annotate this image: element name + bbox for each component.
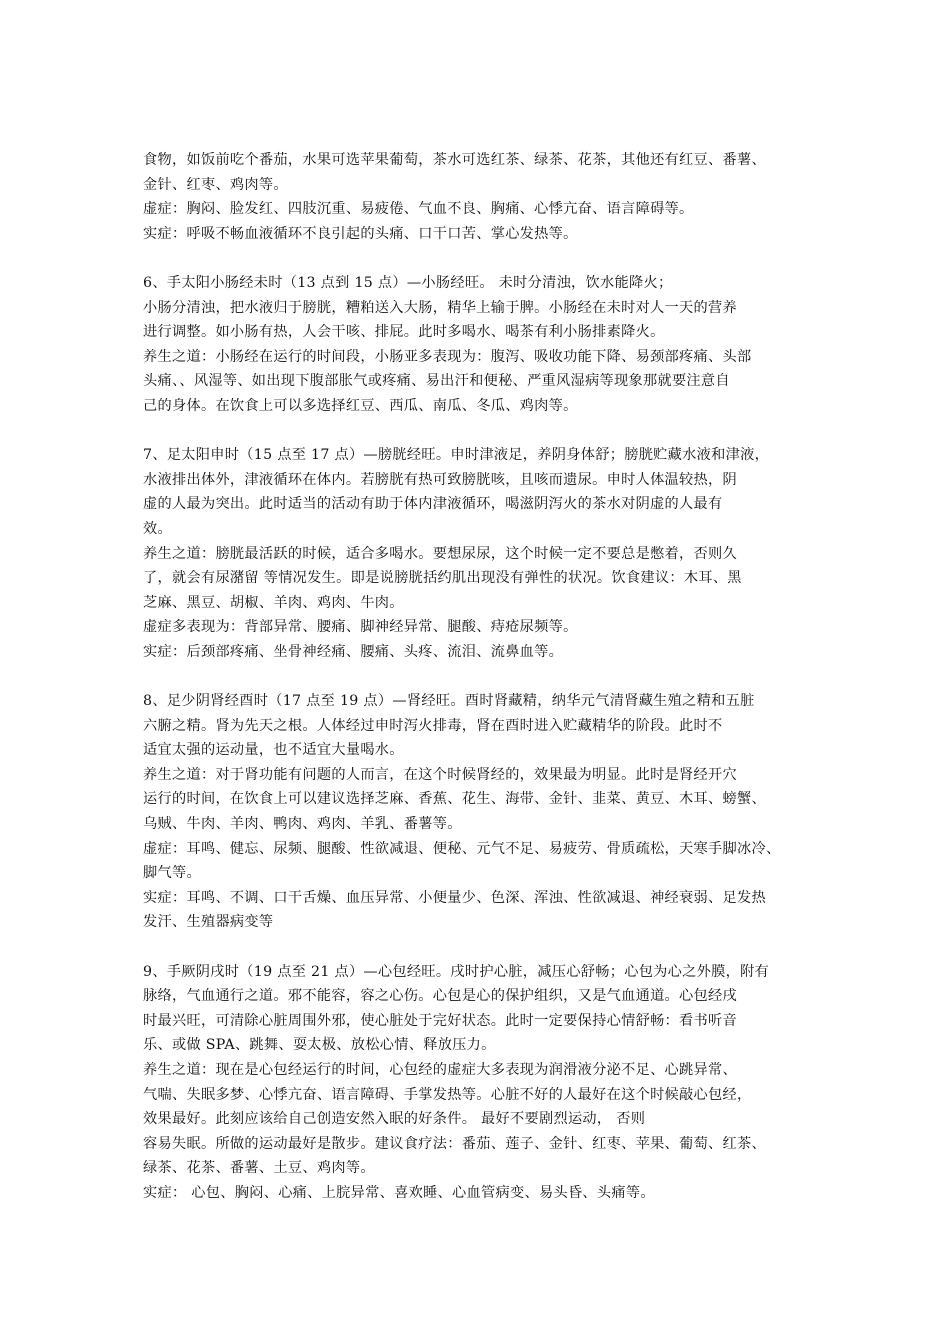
paragraph (143, 615, 813, 640)
paragraph (143, 345, 813, 419)
text-line: 虚症：耳鸣、健忘、尿频、腿酸、性欲减退、便秘、元气不足、易疲劳、骨质疏松，天寒手脚冰冷、 (143, 840, 781, 857)
paragraph-spacer (143, 419, 813, 444)
text-line: 虚症：胸闷、脸发红、四肢沉重、易疲倦、气血不良、胸痛、心悸亢奋、语言障碍等。 (143, 201, 694, 218)
text-line: 运行的时间，在饮食上可以建议选择芝麻、香蕉、花生、海带、金针、韭菜、黄豆、木耳、螃蟹、 (143, 791, 766, 808)
paragraph-spacer (143, 246, 813, 271)
paragraph (143, 443, 813, 541)
text-line: 己的身体。在饮食上可以多选择红豆、西瓜、南瓜、冬瓜、鸡肉等。 (143, 397, 578, 414)
text-line: 虚的人最为突出。此时适当的活动有助于体内津液循环，喝滋阴泻火的茶水对阴虚的人最有 (143, 496, 723, 513)
text-line: 进行调整。如小肠有热，人会干咳、排屁。此时多喝水、喝茶有利小肠排素降火。 (143, 324, 665, 341)
text-line: 发汗、生殖器病变等 (143, 914, 274, 931)
text-line: 水液排出体外，津液循环在体内。若膀胱有热可致膀胱咳，且咳而遗尿。申时人体温较热，阴 (143, 471, 737, 488)
text-line: 效。 (143, 520, 172, 537)
text-line: 9、手厥阴戌时（19 点至 21 点）—心包经旺。戌时护心脏，减压心舒畅；心包为心之外膜，附有 (143, 963, 770, 980)
text-line: 脚气等。 (143, 865, 201, 882)
text-line: 实症：后颈部疼痛、坐骨神经痛、腰痛、头疼、流泪、流鼻血等。 (143, 643, 564, 660)
paragraph (143, 886, 813, 935)
text-line: 了，就会有尿潴留 等情况发生。即是说膀胱括约肌出现没有弹性的状况。饮食建议：木耳、黑 (143, 570, 742, 587)
text-line: 7、足太阳申时（15 点至 17 点）—膀胱经旺。申时津液足，养阴身体舒；膀胱贮藏水液和津液， (143, 447, 770, 464)
document-page (143, 148, 813, 1206)
text-line: 养生之道：小肠经在运行的时间段，小肠亚多表现为：腹泻、吸收功能下降、易颈部疼痛、头部 (143, 348, 752, 365)
paragraph-spacer (143, 935, 813, 960)
paragraph (143, 222, 813, 247)
text-line: 食物，如饭前吃个番茄，水果可选苹果葡萄，茶水可选红茶、绿茶、花茶，其他还有红豆、番薯、 (143, 152, 766, 168)
text-line: 芝麻、黑豆、胡椒、羊肉、鸡肉、牛肉。 (143, 594, 404, 611)
text-line: 小肠分清浊，把水液归于膀胱，糟粕送入大肠，精华上输于脾。小肠经在未时对人一天的营养 (143, 299, 737, 316)
paragraph (143, 960, 813, 1058)
paragraph (143, 763, 813, 837)
paragraph (143, 271, 813, 296)
text-line: 养生之道：对于肾功能有问题的人而言，在这个时候肾经的，效果最为明显。此时是肾经开穴 (143, 766, 737, 783)
text-line: 六腑之精。肾为先天之根。人体经过申时泻火排毒，肾在酉时进入贮藏精华的阶段。此时不 (143, 717, 723, 734)
paragraph (143, 542, 813, 616)
paragraph (143, 689, 813, 763)
text-line: 实症： 心包、胸闷、心痛、上脘异常、喜欢睡、心血管病变、易头昏、头痛等。 (143, 1184, 655, 1201)
text-line: 时最兴旺，可清除心脏周围外邪，使心脏处于完好状态。此时一定要保持心情舒畅：看书听音 (143, 1012, 737, 1029)
text-line: 适宜太强的运动量，也不适宜大量喝水。 (143, 742, 404, 759)
text-line: 实症：呼吸不畅血液循环不良引起的头痛、口干口苦、掌心发热等。 (143, 225, 578, 242)
paragraph (143, 296, 813, 345)
text-line: 气喘、失眠多梦、心悸亢奋、语言障碍、手掌发热等。心脏不好的人最好在这个时候敲心包经， (143, 1086, 752, 1103)
text-line: 虚症多表现为：背部异常、腰痛、脚神经异常、腿酸、痔疮尿频等。 (143, 619, 578, 636)
text-line: 养生之道：膀胱最活跃的时候，适合多喝水。要想尿尿，这个时候一定不要总是憋着，否则久 (143, 545, 737, 562)
paragraph (143, 837, 813, 886)
text-line: 实症：耳鸣、不调、口干舌燥、血压异常、小便量少、色深、浑浊、性欲减退、神经衰弱、足发热 (143, 889, 766, 906)
paragraph (143, 197, 813, 222)
text-line: 效果最好。此刻应该给自己创造安然入眠的好条件。 最好不要剧烈运动， 否则 (143, 1111, 646, 1128)
text-line: 养生之道：现在是心包经运行的时间，心包经的虚症大多表现为润滑液分泌不足、心跳异常、 (143, 1061, 737, 1078)
paragraph (143, 640, 813, 665)
text-line: 6、手太阳小肠经未时（13 点到 15 点）—小肠经旺。 未时分清浊，饮水能降火； (143, 274, 673, 291)
text-line: 容易失眠。所做的运动最好是散步。建议食疗法：番茄、莲子、金针、红枣、苹果、葡萄、红茶、 (143, 1135, 766, 1152)
paragraph (143, 1058, 813, 1181)
text-line: 金针、红枣、鸡肉等。 (143, 176, 288, 193)
text-line: 乌贼、牛肉、羊肉、鸭肉、鸡肉、羊乳、番薯等。 (143, 816, 462, 833)
text-line: 脉络，气血通行之道。邪不能容，容之心伤。心包是心的保护组织，又是气血通道。心包经戌 (143, 988, 737, 1005)
text-line: 头痛、、风湿等、如出现下腹部胀气或疼痛、易出汗和便秘、严重风湿病等现象那就要注意自 (143, 373, 730, 390)
paragraph (143, 1181, 813, 1206)
text-line: 乐、或做 SPA、跳舞、耍太极、放松心情、释放压力。 (143, 1037, 496, 1054)
text-line: 8、足少阴肾经酉时（17 点至 19 点）—肾经旺。酉时肾藏精，纳华元气清肾藏生殖之精和五脏 (143, 693, 755, 710)
paragraph (143, 148, 813, 197)
paragraph-spacer (143, 664, 813, 689)
text-line: 绿茶、花茶、番薯、土豆、鸡肉等。 (143, 1160, 375, 1177)
